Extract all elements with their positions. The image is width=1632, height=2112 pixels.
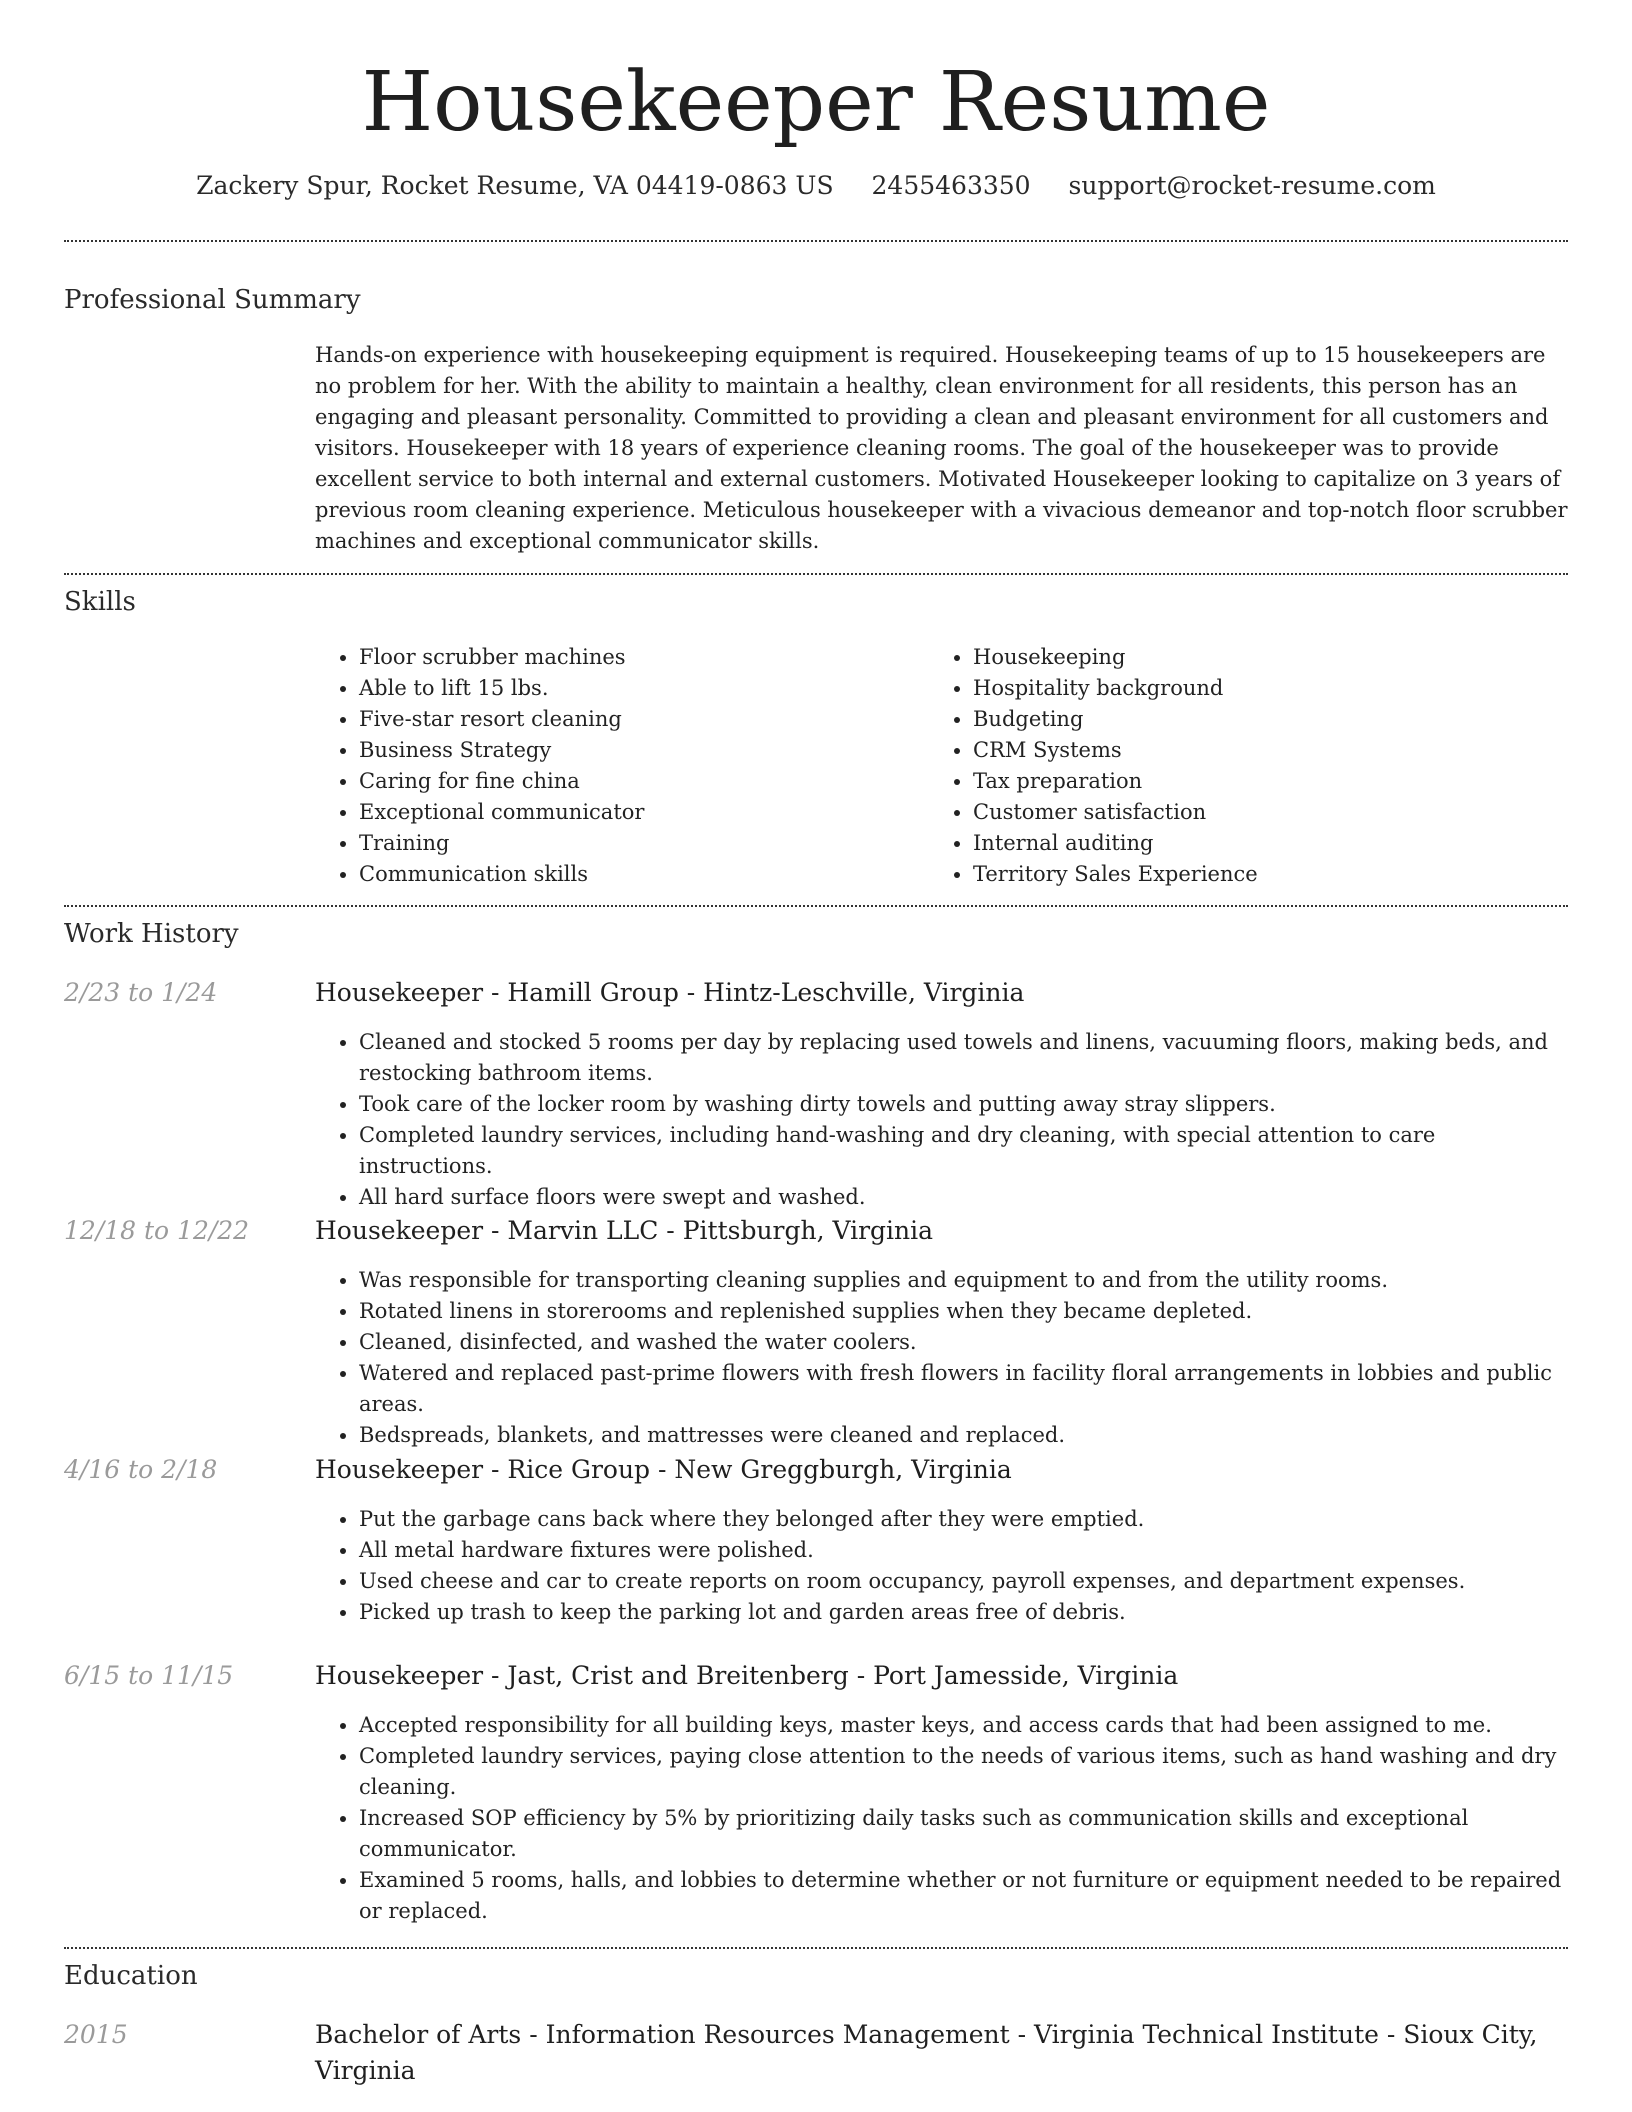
job-title: Housekeeper - Marvin LLC - Pittsburgh, Virginia xyxy=(315,1216,934,1245)
list-item: • Rotated linens in storerooms and replenished supplies when they became depleted. xyxy=(359,1296,1612,1327)
list-item: • Internal auditing xyxy=(973,828,1533,859)
list-item: • Caring for fine china xyxy=(359,766,919,797)
job-bullets xyxy=(315,1027,1568,1213)
list-item: • Territory Sales Experience xyxy=(973,859,1533,890)
list-item: • Tax preparation xyxy=(973,766,1533,797)
list-item: • All hard surface floors were swept and washed. xyxy=(359,1182,1568,1213)
list-item: • Communication skills xyxy=(359,859,919,890)
list-item: • Training xyxy=(359,828,919,859)
list-item: • CRM Systems xyxy=(973,735,1533,766)
job-dates: 4/16 to 2/18 xyxy=(64,1455,218,1484)
list-item: • Cleaned, disinfected, and washed the water coolers. xyxy=(359,1327,1612,1358)
section-heading-summary: Professional Summary xyxy=(64,285,361,315)
list-item: • Picked up trash to keep the parking lot and garden areas free of debris. xyxy=(359,1597,1568,1628)
list-item: • Took care of the locker room by washing dirty towels and putting away stray slippers. xyxy=(359,1089,1568,1120)
divider xyxy=(64,1947,1568,1949)
list-item: • Accepted responsibility for all building keys, master keys, and access cards that had been assigned to me. xyxy=(359,1710,1568,1741)
divider xyxy=(64,573,1568,575)
skills-list-left xyxy=(315,642,919,890)
list-item: • Cleaned and stocked 5 rooms per day by replacing used towels and linens, vacuuming floors, making beds, and restocking bathroom items. xyxy=(359,1027,1568,1089)
job-title: Housekeeper - Rice Group - New Greggburgh, Virginia xyxy=(315,1455,1012,1484)
list-item: • Watered and replaced past-prime flowers with fresh flowers in facility floral arrangements in lobbies and public areas. xyxy=(359,1358,1612,1420)
list-item: • Customer satisfaction xyxy=(973,797,1533,828)
list-item: • Bedspreads, blankets, and mattresses were cleaned and replaced. xyxy=(359,1420,1612,1451)
contact-email: support@rocket-resume.com xyxy=(1068,171,1436,200)
list-item: • Able to lift 15 lbs. xyxy=(359,673,919,704)
section-heading-skills: Skills xyxy=(64,587,136,617)
list-item: • Used cheese and car to create reports on room occupancy, payroll expenses, and department expenses. xyxy=(359,1566,1568,1597)
job-title: Housekeeper - Jast, Crist and Breitenberg - Port Jamesside, Virginia xyxy=(315,1661,1179,1690)
list-item: • Business Strategy xyxy=(359,735,919,766)
list-item: • Five-star resort cleaning xyxy=(359,704,919,735)
resume-title: Housekeeper Resume xyxy=(361,55,1271,150)
list-item: • Hospitality background xyxy=(973,673,1533,704)
contact-phone: 2455463350 xyxy=(871,171,1031,200)
list-item: • Completed laundry services, including hand-washing and dry cleaning, with special attention to care instructions. xyxy=(359,1120,1568,1182)
job-title: Housekeeper - Hamill Group - Hintz-Leschville, Virginia xyxy=(315,978,1025,1007)
job-bullets xyxy=(315,1504,1568,1628)
list-item: • All metal hardware fixtures were polished. xyxy=(359,1535,1568,1566)
summary-text: Hands-on experience with housekeeping equipment is required. Housekeeping teams of up to 15 housekeepers are no problem for her. With the ability to maintain a healthy, clean environment for all residents, this person has an engaging and pleasant personality. Committed to providing a clean and pleasant environment for all customers and visitors. Housekeeper with 18 years of experience cleaning rooms. The goal of the housekeeper was to provide excellent service to both internal and external customers. Motivated Housekeeper looking to capitalize on 3 years of previous room cleaning experience. Meticulous housekeeper with a vivacious demeanor and top-notch floor scrubber machines and exceptional communicator skills. xyxy=(315,343,1568,553)
divider xyxy=(64,240,1568,242)
education-degree: Bachelor of Arts - Information Resources Management - Virginia Technical Institute - Sioux City, Virginia xyxy=(315,2020,1538,2085)
job-bullets xyxy=(315,1265,1612,1451)
job-bullets xyxy=(315,1710,1568,1927)
contact-line xyxy=(0,168,1632,204)
list-item: • Exceptional communicator xyxy=(359,797,919,828)
list-item: • Increased SOP efficiency by 5% by prioritizing daily tasks such as communication skills and exceptional communicator. xyxy=(359,1803,1568,1865)
job-dates: 6/15 to 11/15 xyxy=(64,1661,234,1690)
list-item: • Completed laundry services, paying close attention to the needs of various items, such as hand washing and dry cleaning. xyxy=(359,1741,1568,1803)
education-year: 2015 xyxy=(64,2020,128,2049)
section-heading-education: Education xyxy=(64,1961,198,1991)
skills-list-right xyxy=(929,642,1533,890)
section-heading-work: Work History xyxy=(64,919,239,949)
divider xyxy=(64,905,1568,907)
list-item: • Floor scrubber machines xyxy=(359,642,919,673)
list-item: • Put the garbage cans back where they belonged after they were emptied. xyxy=(359,1504,1568,1535)
job-dates: 12/18 to 12/22 xyxy=(64,1216,250,1245)
list-item: • Was responsible for transporting cleaning supplies and equipment to and from the utility rooms. xyxy=(359,1265,1612,1296)
list-item: • Budgeting xyxy=(973,704,1533,735)
contact-address: Zackery Spur, Rocket Resume, VA 04419-0863 US xyxy=(196,171,834,200)
list-item: • Examined 5 rooms, halls, and lobbies to determine whether or not furniture or equipment needed to be repaired or replaced. xyxy=(359,1865,1568,1927)
list-item: • Housekeeping xyxy=(973,642,1533,673)
job-dates: 2/23 to 1/24 xyxy=(64,978,218,1007)
